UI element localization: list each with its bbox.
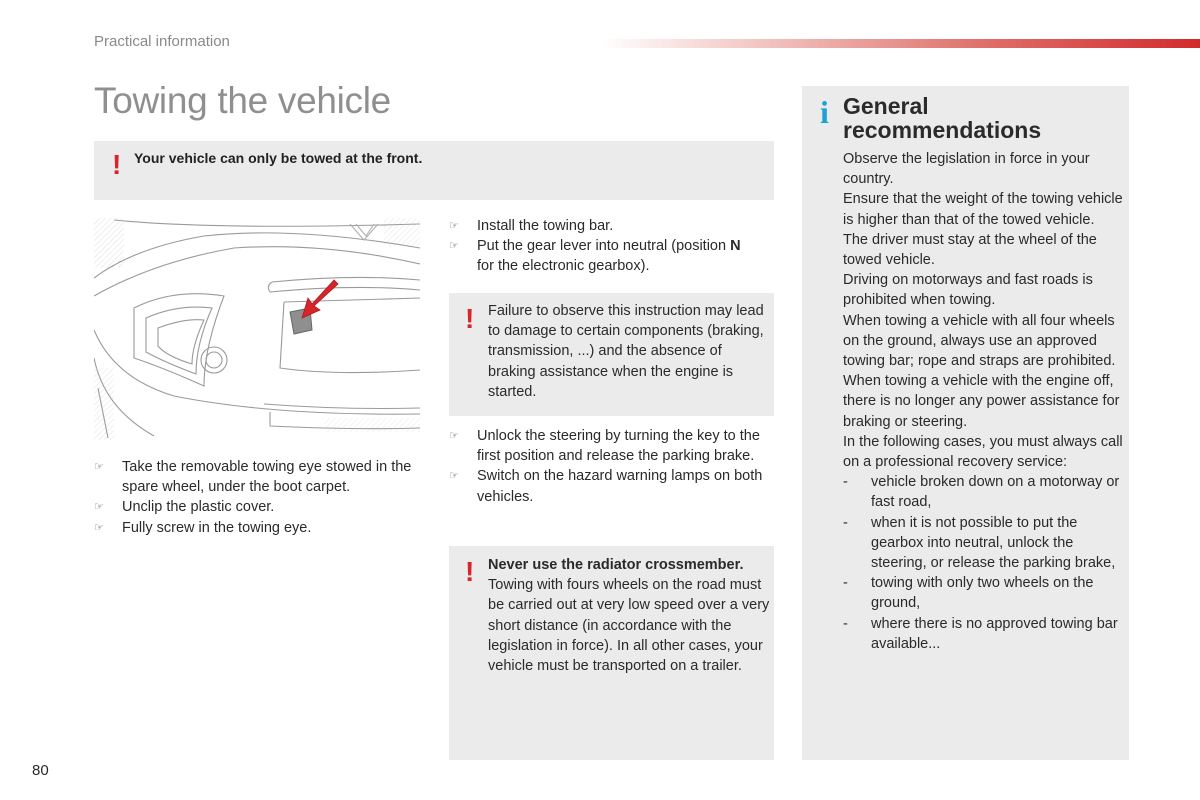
step-text: Take the removable towing eye stowed in the spare wheel, under the boot carpet. bbox=[122, 459, 412, 496]
list-item bbox=[843, 513, 1125, 574]
warning-top-text: Your vehicle can only be towed at the front. bbox=[134, 150, 423, 166]
list-item bbox=[843, 472, 1125, 512]
info-icon: i bbox=[820, 94, 829, 130]
hand-pointer-icon: ☞ bbox=[449, 220, 459, 232]
warning-icon: ! bbox=[465, 556, 475, 587]
steps-list-left bbox=[94, 457, 424, 538]
info-paragraph: Driving on motorways and fast roads is prohibited when towing. bbox=[843, 272, 1093, 309]
hand-pointer-icon: ☞ bbox=[94, 461, 104, 473]
gear-position-label: N bbox=[730, 238, 741, 255]
info-content bbox=[843, 149, 1125, 654]
warning-radiator-text bbox=[488, 555, 772, 676]
step-text: Install the towing bar. bbox=[477, 218, 614, 234]
steps-list-middle-top bbox=[449, 216, 775, 277]
step-text: Switch on the hazard warning lamps on both vehicles. bbox=[477, 468, 763, 505]
hand-pointer-icon: ☞ bbox=[449, 470, 459, 483]
warning-box-radiator bbox=[449, 546, 774, 760]
warning-box-components bbox=[449, 293, 774, 416]
step-text: Unlock the steering by turning the key to the first position and release the parking brake. bbox=[477, 428, 760, 465]
steps-list-middle-bottom bbox=[449, 426, 775, 507]
warning-box-top bbox=[94, 141, 774, 200]
hand-pointer-icon: ☞ bbox=[94, 521, 104, 534]
case-text: where there is no approved towing bar available... bbox=[871, 615, 1118, 652]
dash-marker: - bbox=[843, 474, 848, 491]
step-text-pre: Put the gear lever into neutral (position bbox=[477, 238, 731, 255]
info-paragraph: In the following cases, you must always call on a professional recovery service: bbox=[843, 433, 1123, 471]
list-item bbox=[449, 466, 775, 506]
section-label: Practical information bbox=[94, 33, 230, 50]
hand-pointer-icon: ☞ bbox=[94, 501, 104, 514]
info-paragraph: The driver must stay at the wheel of the towed vehicle. bbox=[843, 231, 1097, 269]
warning-radiator-body: Towing with fours wheels on the road must be carried out at very low speed over a very short distance (in accordance with the legislation in force). In all other cases, your vehicle must be transported on a trailer. bbox=[488, 577, 770, 675]
list-item bbox=[843, 614, 1125, 654]
info-panel bbox=[802, 86, 1129, 760]
info-paragraph: When towing a vehicle with all four wheels on the ground, always use an approved towing bar; rope and straps are prohibited. bbox=[843, 312, 1116, 370]
hand-pointer-icon: ☞ bbox=[449, 240, 459, 253]
step-text: Fully screw in the towing eye. bbox=[122, 519, 312, 536]
step-text: Unclip the plastic cover. bbox=[122, 499, 275, 516]
page-title: Towing the vehicle bbox=[94, 80, 391, 121]
list-item bbox=[449, 236, 775, 276]
hand-pointer-icon: ☞ bbox=[449, 430, 459, 442]
list-item bbox=[94, 497, 424, 517]
page-number: 80 bbox=[32, 762, 49, 779]
warning-components-text: Failure to observe this instruction may lead to damage to certain components (braking, transmission, ...) and the absence of braking assistance when the engine is started. bbox=[488, 303, 764, 400]
warning-radiator-title: Never use the radiator crossmember. bbox=[488, 557, 744, 573]
step-text-post: for the electronic gearbox). bbox=[477, 258, 650, 275]
warning-icon: ! bbox=[465, 303, 475, 334]
list-item bbox=[94, 457, 424, 497]
list-item bbox=[449, 216, 775, 236]
warning-icon: ! bbox=[112, 149, 122, 180]
towing-eye-illustration bbox=[94, 218, 420, 440]
info-title: General recommendations bbox=[843, 93, 1042, 143]
dash-marker: - bbox=[843, 514, 848, 531]
list-item bbox=[94, 518, 424, 538]
list-item bbox=[843, 573, 1125, 613]
info-paragraph: Observe the legislation in force in your country. bbox=[843, 151, 1090, 188]
dash-marker: - bbox=[843, 575, 848, 592]
case-text: towing with only two wheels on the ground, bbox=[871, 575, 1094, 612]
header-accent-bar bbox=[600, 39, 1200, 48]
dash-marker: - bbox=[843, 615, 848, 632]
info-paragraph: Ensure that the weight of the towing vehicle is higher than that of the towed vehicle. bbox=[843, 191, 1123, 228]
list-item bbox=[449, 426, 775, 466]
red-pointer-arrow bbox=[302, 280, 338, 318]
case-text: vehicle broken down on a motorway or fast road, bbox=[871, 474, 1120, 511]
case-text: when it is not possible to put the gearbox into neutral, unlock the steering, or release the parking brake, bbox=[871, 514, 1116, 572]
info-paragraph: When towing a vehicle with the engine off, there is no longer any power assistance for braking or steering. bbox=[843, 373, 1120, 430]
